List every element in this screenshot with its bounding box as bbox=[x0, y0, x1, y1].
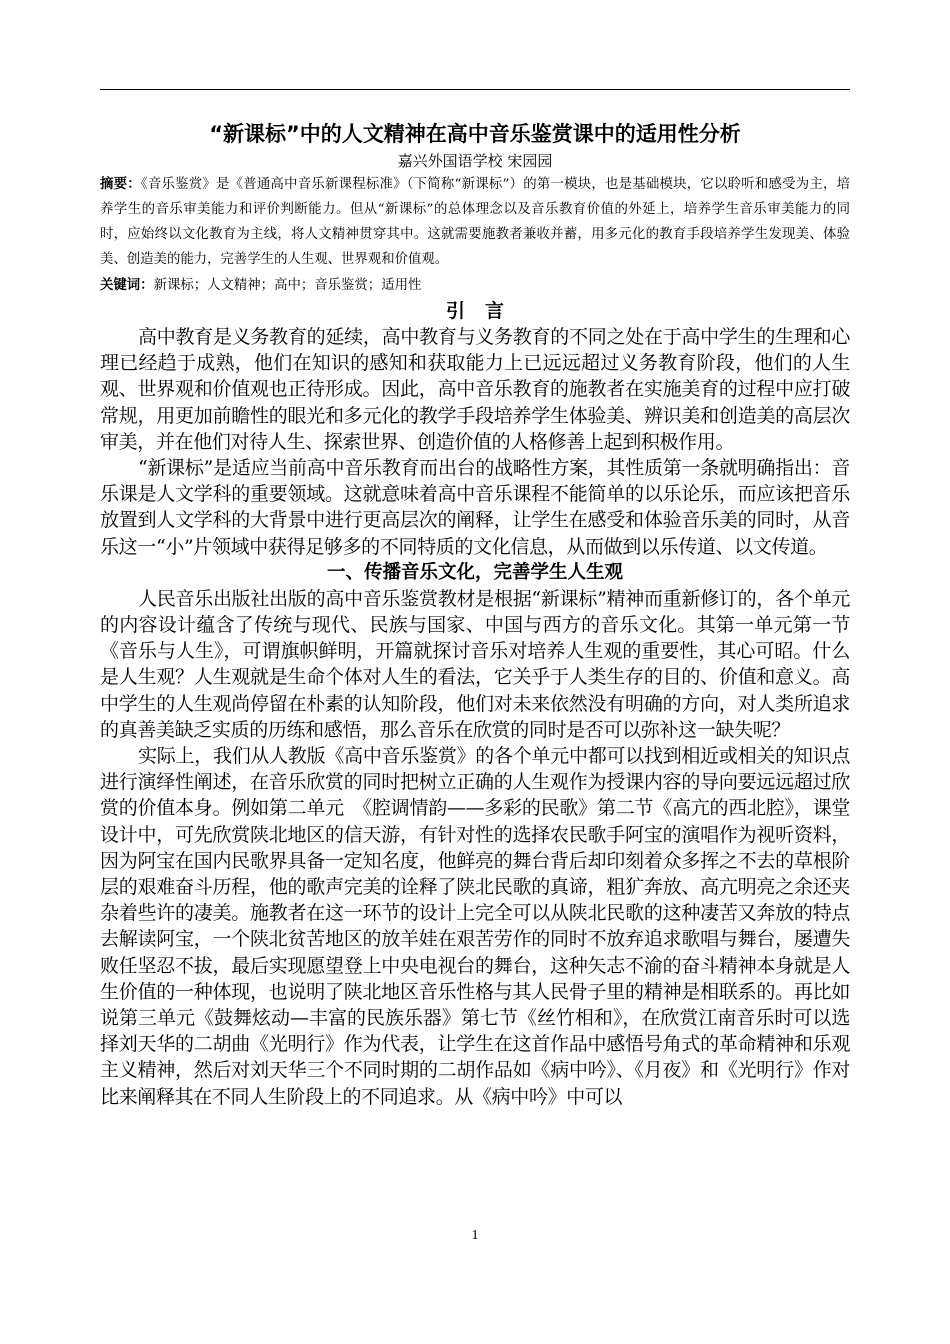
section1-paragraph-1: 人民音乐出版社出版的高中音乐鉴赏教材是根据“新课标”精神而重新修订的，各个单元的内容设计蕴含了传统与现代、民族与国家、中国与西方的音乐文化。其第一单元第一节《音乐与人生》，可谓旗帜鲜明，开篇就探讨音乐对培养人生观的重要性，其心可昭。什么是人生观？人生观就是生命个体对人生的看法，它关乎于人类生存的目的、价值和意义。高中学生的人生观尚停留在朴素的认知阶段，他们对未来依然没有明确的方向，对人类所追求的真善美缺乏实质的历练和感悟，那么音乐在欣赏的同时是否可以弥补这一缺失呢？ bbox=[100, 587, 850, 741]
keywords-text: 新课标；人文精神；高中；音乐鉴赏；适用性 bbox=[153, 278, 422, 293]
abstract-label: 摘要： bbox=[100, 176, 141, 192]
document-title: “新课标”中的人文精神在高中音乐鉴赏课中的适用性分析 bbox=[209, 122, 741, 146]
intro-paragraph-2: “新课标”是适应当前高中音乐教育而出台的战略性方案，其性质第一条就明确指出：音乐课是人文学科的重要领域。这就意味着高中音乐课程不能简单的以乐论乐，而应该把音乐放置到人文学科的大背景中进行更高层次的阐释，让学生在感受和体验音乐美的同时，从音乐这一“小”片领域中获得足够多的不同特质的文化信息，从而做到以乐传道、以文传道。 bbox=[100, 457, 850, 558]
header-rule bbox=[100, 89, 850, 90]
document-body bbox=[100, 118, 850, 1110]
keywords bbox=[100, 273, 850, 298]
abstract bbox=[100, 172, 850, 272]
section1-heading: 一、传播音乐文化，完善学生人生观 bbox=[326, 561, 623, 583]
page-number: 1 bbox=[471, 1228, 479, 1243]
intro-paragraph-1: 高中教育是义务教育的延续，高中教育与义务教育的不同之处在于高中学生的生理和心理已经趋于成熟，他们在知识的感知和获取能力上已远远超过义务教育阶段，他们的人生观、世界观和价值观也正待形成。因此，高中音乐教育的施教者在实施美育的过程中应打破常规，用更加前瞻性的眼光和多元化的教学手段培养学生体验美、辨识美和创造美的高层次审美，并在他们对待人生、探索世界、创造价值的人格修善上起到积极作用。 bbox=[100, 326, 850, 453]
keywords-label: 关键词： bbox=[100, 277, 154, 293]
author-line: 嘉兴外国语学校 宋园园 bbox=[397, 152, 553, 170]
section1-paragraph-2: 实际上，我们从人教版《高中音乐鉴赏》的各个单元中都可以找到相近或相关的知识点进行演绎性阐述，在音乐欣赏的同时把树立正确的人生观作为授课内容的导向要远远超过欣赏的价值本身。例如第二单元 《腔调情韵——多彩的民歌》第二节《高亢的西北腔》，课堂设计中，可先欣赏陕北地区的信天游，有针对性的选择农民歌手阿宝的演唱作为视听资料，因为阿宝在国内民歌界具备一定知名度，他鲜亮的舞台背后却印刻着众多挥之不去的草根阶层的艰难奋斗历程，他的歌声完美的诠释了陕北民歌的真谛，粗犷奔放、高亢明亮之余还夹杂着些许的凄美。施教者在这一环节的设计上完全可以从陕北民歌的这种凄苦又奔放的特点去解读阿宝，一个陕北贫苦地区的放羊娃在艰苦劳作的同时不放弃追求歌唱与舞台，屡遭失败任坚忍不拔，最后实现愿望登上中央电视台的舞台，这种矢志不渝的奋斗精神本身就是人生价值的一种体现，也说明了陕北地区音乐性格与其人民骨子里的精神是相联系的。再比如说第三单元《鼓舞炫动—丰富的民族乐器》第七节《丝竹相和》，在欣赏江南音乐时可以选择刘天华的二胡曲《光明行》作为代表，让学生在这首作品中感悟号角式的革命精神和乐观主义精神，然后对刘天华三个不同时期的二胡作品如《病中吟》、《月夜》和《光明行》作对比来阐释其在不同人生阶段上的不同追求。从《病中吟》中可以 bbox=[100, 745, 850, 1108]
abstract-text: 《音乐鉴赏》是《普通高中音乐新课程标准》（下简称“新课标”）的第一模块，也是基础模块，它以聆听和感受为主，培养学生的音乐审美能力和评价判断能力。但从“新课标”的总体理念以及音乐教育价值的外延上，培养学生音乐审美能力的同时，应始终以文化教育为主线，将人文精神贯穿其中。这就需要施教者兼收并蓄，用多元化的教育手段培养学生发现美、体验美、创造美的能力，完善学生的人生观、世界观和价值观。 bbox=[100, 177, 851, 267]
intro-heading: 引言 bbox=[445, 300, 524, 322]
